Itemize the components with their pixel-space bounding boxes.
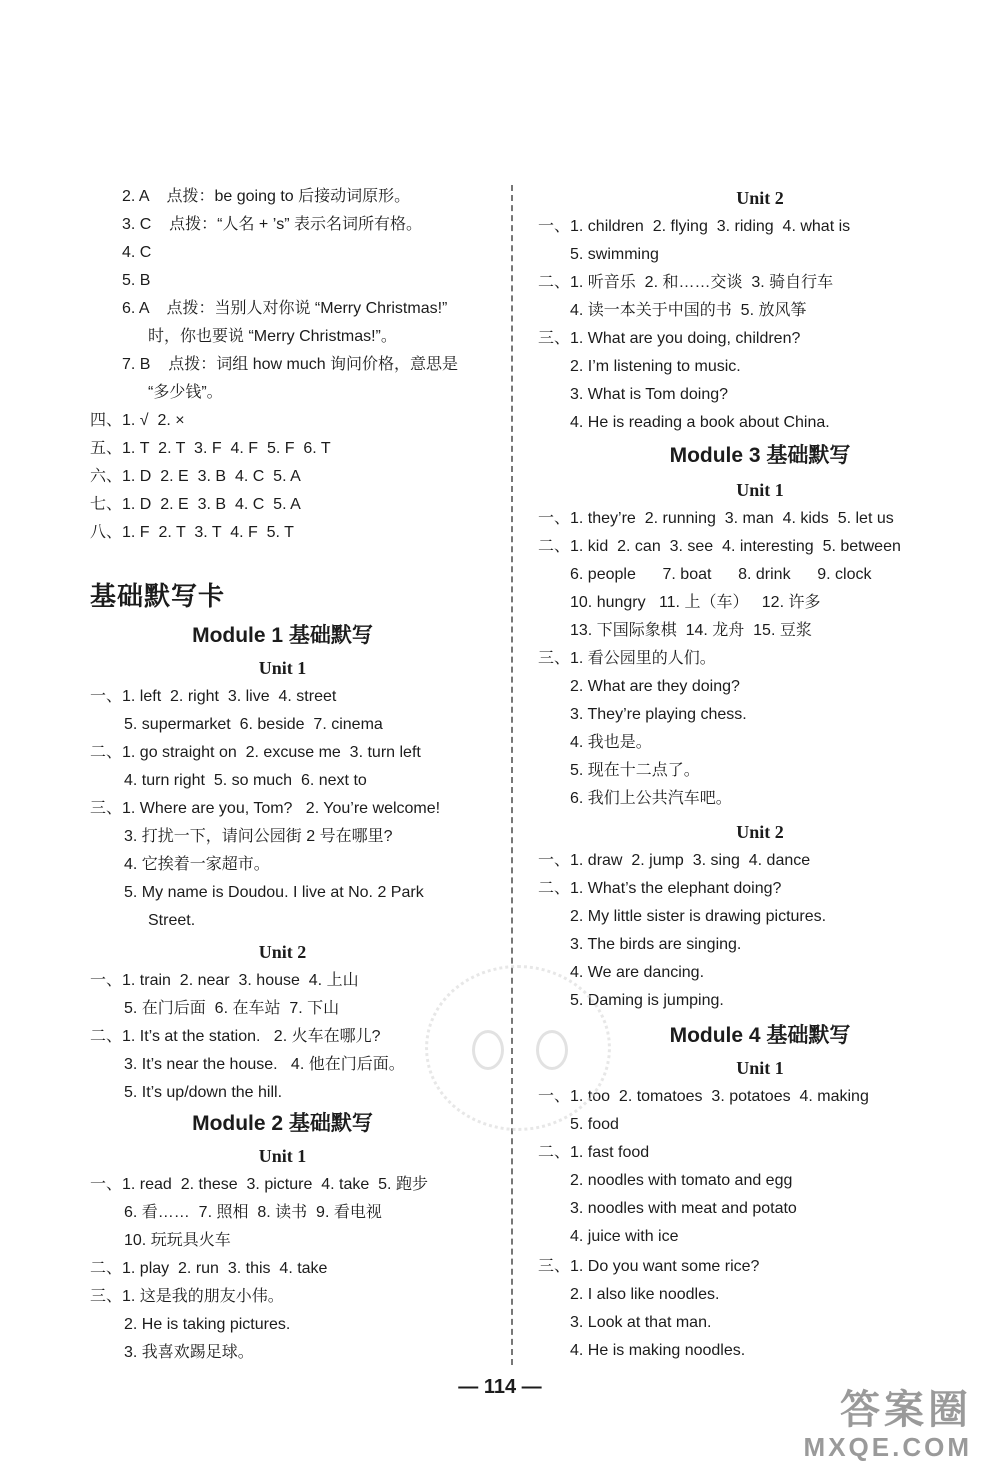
answer-line: 一、1. left 2. right 3. live 4. street: [90, 688, 337, 705]
answer-line: Street.: [148, 912, 196, 929]
unit-heading: Unit 1: [258, 1146, 307, 1166]
answer-line: 6. 我们上公共汽车吧。: [570, 790, 732, 807]
answer-line: 5. supermarket 6. beside 7. cinema: [124, 716, 383, 733]
answer-line: 三、1. Where are you, Tom? 2. You’re welcome!: [90, 800, 441, 817]
answer-line: “多少钱”。: [148, 384, 223, 401]
answer-line: 二、1. go straight on 2. excuse me 3. turn left: [90, 744, 421, 761]
answer-line: 4. turn right 5. so much 6. next to: [124, 772, 367, 789]
answer-line: 一、1. draw 2. jump 3. sing 4. dance: [538, 852, 811, 869]
answer-line: 时，你也要说 “Merry Christmas!”。: [148, 328, 397, 345]
module-heading: Module 1 基础默写: [192, 624, 373, 647]
page-number: — 114 —: [458, 1376, 542, 1398]
answer-line: 二、1. It’s at the station. 2. 火车在哪儿?: [90, 1028, 381, 1045]
answer-line: 5. B: [122, 272, 151, 289]
answer-line: 一、1. they’re 2. running 3. man 4. kids 5. let us: [538, 510, 894, 527]
answer-line: 4. 我也是。: [570, 734, 652, 751]
column-divider: [511, 185, 513, 1365]
answer-line: 六、1. D 2. E 3. B 4. C 5. A: [90, 468, 301, 485]
unit-heading: Unit 1: [258, 658, 307, 678]
answer-line: 4. He is making noodles.: [570, 1342, 746, 1359]
answer-line: 2. What are they doing?: [570, 678, 740, 695]
mascot-eye-icon: [536, 1030, 568, 1070]
answer-line: 6. A 点拨：当别人对你说 “Merry Christmas!”: [122, 300, 448, 317]
answer-line: 二、1. What’s the elephant doing?: [538, 880, 782, 897]
answer-line: 10. 玩玩具火车: [124, 1232, 231, 1249]
module-heading: Module 3 基础默写: [669, 444, 851, 467]
answer-line: 2. I also like noodles.: [570, 1286, 720, 1303]
answer-line: 二、1. play 2. run 3. this 4. take: [90, 1260, 328, 1277]
answer-line: 5. 在门后面 6. 在车站 7. 下山: [124, 1000, 340, 1017]
answer-line: 二、1. fast food: [538, 1144, 650, 1161]
answer-line: 四、1. √ 2. ×: [90, 412, 185, 429]
answer-line: 5. 现在十二点了。: [570, 762, 700, 779]
answer-line: 2. My little sister is drawing pictures.: [570, 908, 827, 925]
answer-line: 3. 我喜欢踢足球。: [124, 1344, 254, 1361]
site-logo: [804, 1388, 972, 1462]
logo-text: 答案圈: [840, 1388, 972, 1432]
unit-heading: Unit 1: [736, 1058, 784, 1078]
unit-heading: Unit 1: [736, 480, 784, 500]
answer-line: 10. hungry 11. 上（车） 12. 许多: [570, 594, 821, 611]
answer-line: 七、1. D 2. E 3. B 4. C 5. A: [90, 496, 301, 513]
module-heading: Module 2 基础默写: [192, 1112, 373, 1135]
answer-line: 5. swimming: [570, 246, 659, 263]
answer-line: 5. It’s up/down the hill.: [124, 1084, 283, 1101]
answer-line: 4. He is reading a book about China.: [570, 414, 830, 431]
answer-line: 一、1. read 2. these 3. picture 4. take 5. 跑步: [90, 1176, 428, 1193]
answer-line: 三、1. 看公园里的人们。: [538, 650, 716, 667]
answer-line: 2. A 点拨：be going to 后接动词原形。: [122, 188, 411, 205]
answer-line: 4. 它挨着一家超市。: [124, 856, 270, 873]
answer-line: 6. people 7. boat 8. drink 9. clock: [570, 566, 872, 583]
answer-line: 三、1. Do you want some rice?: [538, 1258, 760, 1275]
unit-heading: Unit 2: [736, 188, 784, 208]
answer-line: 3. Look at that man.: [570, 1314, 712, 1331]
answer-line: 3. 打扰一下，请问公园街 2 号在哪里?: [124, 828, 393, 845]
answer-line: 4. We are dancing.: [570, 964, 705, 981]
answer-line: 五、1. T 2. T 3. F 4. F 5. F 6. T: [90, 440, 331, 457]
answer-line: 二、1. kid 2. can 3. see 4. interesting 5. between: [538, 538, 901, 555]
answer-line: 5. Daming is jumping.: [570, 992, 724, 1009]
answer-line: 2. He is taking pictures.: [124, 1316, 291, 1333]
answer-line: 一、1. children 2. flying 3. riding 4. what is: [538, 218, 851, 235]
answer-line: 3. The birds are singing.: [570, 936, 742, 953]
answer-line: 3. noodles with meat and potato: [570, 1200, 797, 1217]
answer-line: 2. noodles with tomato and egg: [570, 1172, 793, 1189]
answer-line: 二、1. 听音乐 2. 和……交谈 3. 骑自行车: [538, 274, 834, 291]
answer-line: 3. What is Tom doing?: [570, 386, 729, 403]
answer-line: 三、1. What are you doing, children?: [538, 330, 801, 347]
answer-line: 5. My name is Doudou. I live at No. 2 Park: [124, 884, 424, 901]
answer-line: 13. 下国际象棋 14. 龙舟 15. 豆浆: [570, 622, 812, 639]
answer-line: 一、1. too 2. tomatoes 3. potatoes 4. making: [538, 1088, 869, 1105]
answer-line: 一、1. train 2. near 3. house 4. 上山: [90, 972, 359, 989]
answer-line: 3. It’s near the house. 4. 他在门后面。: [124, 1056, 405, 1073]
answer-line: 三、1. 这是我的朋友小伟。: [90, 1288, 284, 1305]
answer-line: 4. juice with ice: [570, 1228, 679, 1245]
answer-line: 7. B 点拨：词组 how much 询问价格，意思是: [122, 356, 459, 373]
answer-line: 2. I’m listening to music.: [570, 358, 741, 375]
answer-line: 3. They’re playing chess.: [570, 706, 747, 723]
module-heading: Module 4 基础默写: [669, 1024, 851, 1047]
answer-line: 4. C: [122, 244, 152, 261]
mascot-watermark: [425, 965, 611, 1131]
unit-heading: Unit 2: [736, 822, 784, 842]
section-title: 基础默写卡: [90, 581, 226, 611]
logo-url: MXQE.COM: [803, 1432, 972, 1462]
answer-line: 3. C 点拨：“人名 + ’s” 表示名词所有格。: [122, 216, 423, 233]
answer-line: 八、1. F 2. T 3. T 4. F 5. T: [90, 524, 294, 541]
answer-line: 5. food: [570, 1116, 619, 1133]
answer-line: 6. 看…… 7. 照相 8. 读书 9. 看电视: [124, 1204, 382, 1221]
answer-line: 4. 读一本关于中国的书 5. 放风筝: [570, 302, 807, 319]
unit-heading: Unit 2: [258, 942, 307, 962]
mascot-eye-icon: [472, 1030, 504, 1070]
